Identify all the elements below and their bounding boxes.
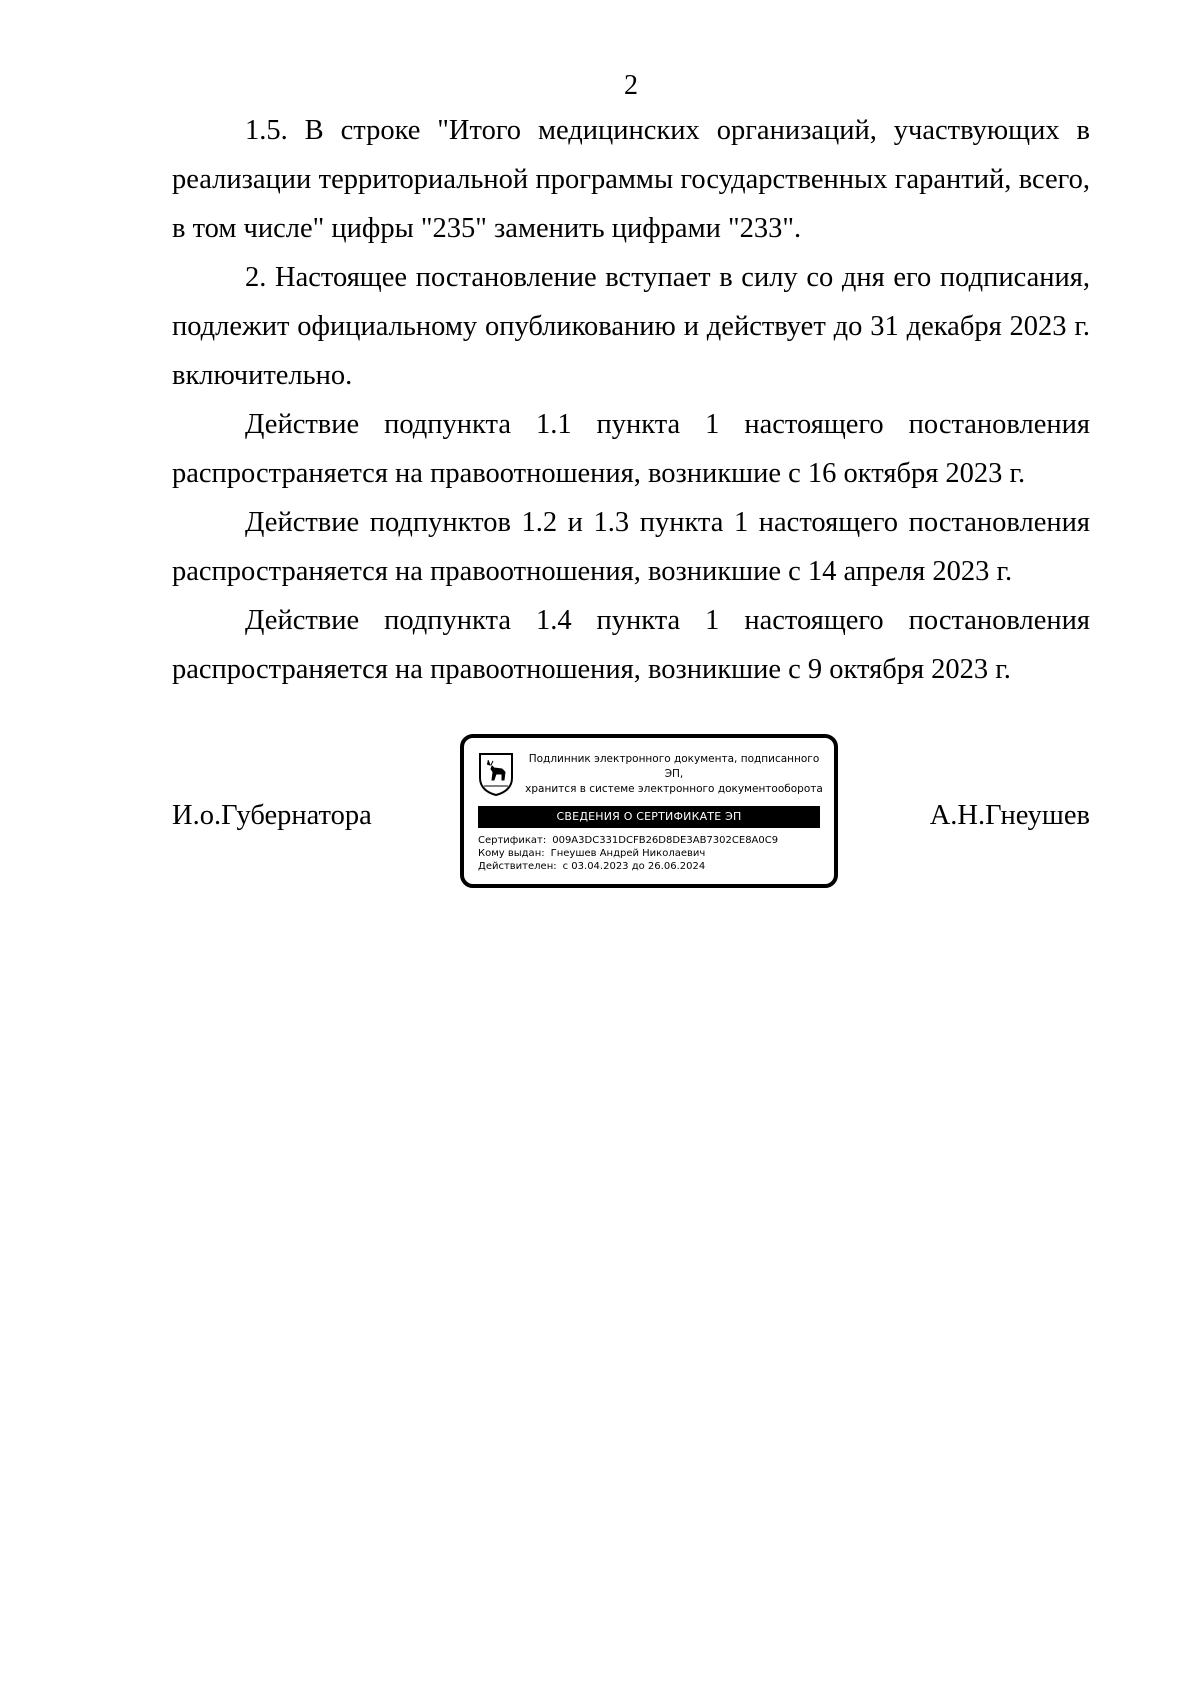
paragraph-2: 2. Настоящее постановление вступает в силу со дня его подписания, подлежит официальному опубликованию и действует до 31 декабря 2023 г. включительно. [172, 262, 1090, 391]
electronic-signature-stamp [460, 734, 838, 888]
signatory-name: А.Н.Гнеушев [929, 800, 1090, 831]
page-number: 2 [624, 70, 638, 101]
validity-value: с 03.04.2023 до 26.06.2024 [562, 861, 706, 872]
coat-of-arms-icon [478, 752, 514, 796]
stamp-header-line-2: хранится в системе электронного документооборота [525, 783, 823, 795]
certificate-info-band: СВЕДЕНИЯ О СЕРТИФИКАТЕ ЭП [478, 806, 820, 828]
certificate-row [478, 834, 828, 847]
paragraph-effect-1-2-1-3: Действие подпунктов 1.2 и 1.3 пункта 1 настоящего постановления распространяется на правоотношения, возникшие с 14 апреля 2023 г. [172, 507, 1090, 587]
paragraph-effect-1-4: Действие подпункта 1.4 пункта 1 настоящего постановления распространяется на правоотношения, возникшие с 9 октября 2023 г. [172, 605, 1090, 685]
certificate-details [478, 834, 828, 873]
validity-row [478, 860, 828, 873]
paragraph-1-5: 1.5. В строке "Итого медицинских организаций, участвующих в реализации территориальной программы государственных гарантий, всего, в том числе" цифры "235" заменить цифрами "233". [172, 115, 1090, 244]
issued-to-row [478, 847, 828, 860]
certificate-value: 009A3DC331DCFB26D8DE3AB7302CE8A0C9 [552, 835, 779, 846]
stamp-header [518, 752, 830, 797]
signatory-position: И.о.Губернатора [172, 800, 372, 831]
issued-to-label: Кому выдан: [478, 848, 545, 859]
stamp-header-line-1: Подлинник электронного документа, подписанного ЭП, [528, 753, 820, 780]
paragraph-effect-1-1: Действие подпункта 1.1 пункта 1 настоящего постановления распространяется на правоотношения, возникшие с 16 октября 2023 г. [172, 409, 1090, 489]
document-body [172, 106, 1090, 694]
validity-label: Действителен: [478, 861, 557, 872]
certificate-label: Сертификат: [478, 835, 547, 846]
issued-to-value: Гнеушев Андрей Николаевич [550, 848, 706, 859]
